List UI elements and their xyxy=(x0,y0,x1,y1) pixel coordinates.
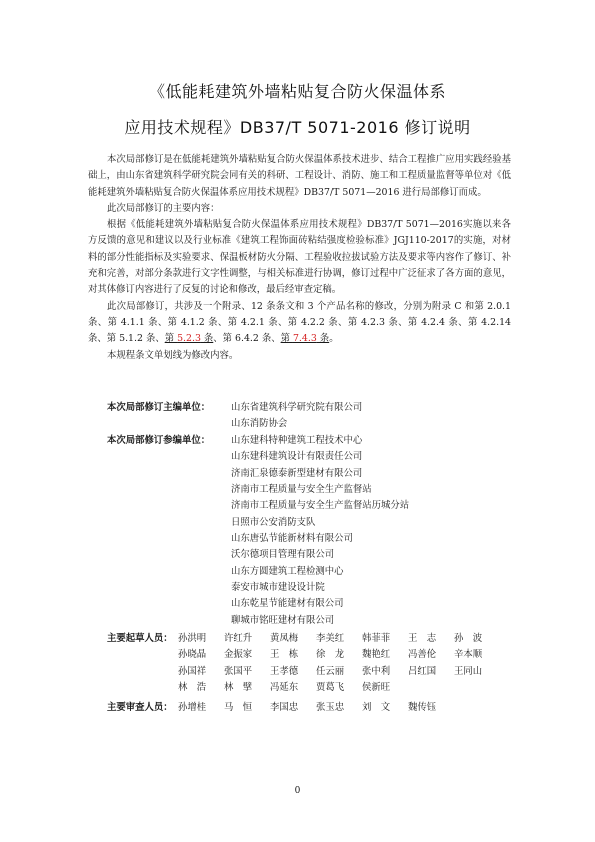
drafter-name: 金振家 xyxy=(224,649,253,660)
clause-suffix-2: 条 xyxy=(316,333,330,345)
reviewers-row xyxy=(178,700,436,716)
drafter-name: 冯延东 xyxy=(270,682,299,693)
drafter-name: 孙国祥 xyxy=(178,666,207,677)
underline-note: 本规程条文单划线为修改内容。 xyxy=(107,349,239,361)
participant-org: 山东方圆建筑工程检测中心 xyxy=(231,566,344,577)
drafter-name: 侯新旺 xyxy=(362,682,391,693)
drafter-name: 张国平 xyxy=(224,666,253,677)
chief-editor-label: 本次局部修订主编单位： xyxy=(107,402,211,413)
scope-text-a: 此次局部修订，共涉及一个附录、12 条条文和 3 个产品名称的修改，分别为附录 C 和第 2.0.1 条、第 4.1.1 条、第 4.1.2 条、第 4.2.1 条、第 4.2.2 条、第 4.2.3 条、第 4.2.4 条、第 4.2.14 条、第 5.1.2 条、 xyxy=(88,300,511,345)
drafters-row xyxy=(178,664,482,680)
page-number: 0 xyxy=(294,786,301,796)
drafter-name: 黄凤梅 xyxy=(270,633,299,644)
participant-org: 泰安市城市建设设计院 xyxy=(231,582,325,593)
drafter-name: 许红升 xyxy=(224,633,253,644)
participant-org: 日照市公安消防支队 xyxy=(231,517,316,528)
drafter-name: 王 志 xyxy=(408,633,437,644)
participants-label: 本次局部修订参编单位： xyxy=(107,435,211,446)
drafters-row xyxy=(178,680,390,696)
drafter-name: 孙 波 xyxy=(454,633,483,644)
main-content-heading: 此次局部修订的主要内容： xyxy=(107,202,220,214)
drafters-row xyxy=(178,647,482,663)
reviewer-name: 李国忠 xyxy=(270,702,299,713)
participant-org: 济南汇泉德泰新型建材有限公司 xyxy=(231,468,363,479)
drafter-name: 王 栋 xyxy=(270,649,299,660)
drafter-name: 徐 龙 xyxy=(316,649,345,660)
participant-org: 山东建科建筑设计有限责任公司 xyxy=(231,451,363,462)
drafter-name: 林 浩 xyxy=(178,682,207,693)
drafter-name: 任云丽 xyxy=(316,666,345,677)
drafter-name: 孙洪明 xyxy=(178,633,207,644)
scope-text-b: 、第 6.4.2 条、 xyxy=(213,333,281,345)
clause-5-2-3-link xyxy=(165,333,214,344)
drafter-name: 张中利 xyxy=(362,666,391,677)
drafter-name: 李美红 xyxy=(316,633,345,644)
clause-prefix-1: 第 xyxy=(164,333,178,345)
clause-prefix-2: 第 xyxy=(280,333,293,345)
reviewer-name: 马 恒 xyxy=(224,702,253,713)
drafters-row xyxy=(178,631,482,647)
chief-editor-org: 山东消防协会 xyxy=(231,418,288,429)
drafter-name: 林 擘 xyxy=(224,682,253,693)
drafter-name: 辛本顺 xyxy=(454,649,483,660)
revision-basis-paragraph: 根据《低能耗建筑外墙粘贴复合防火保温体系应用技术规程》DB37/T 5071—2016实施以来各方反馈的意见和建议以及行业标准《建筑工程饰面砖粘结强度检验标准》JGJ110-2017的实施，对材料的部分性能指标及实验要求、保温板材防火分隔、工程验收拉拔试验方法及要求等内容作了修订、补充和完善，对部分条款进行文字性调整，与相关标准进行协调，修订过程中广泛征求了各方面的意见，对其体修订内容进行了反复的讨论和修改，最后经审查定稿。 xyxy=(88,219,511,296)
reviewer-name: 魏传钰 xyxy=(408,702,437,713)
clause-7-4-3-number: 7.4.3 xyxy=(292,333,317,345)
drafter-name: 魏艳红 xyxy=(362,649,391,660)
participant-org: 山东唐弘节能新材料有限公司 xyxy=(231,533,353,544)
participant-org: 聊城市铭旺建材有限公司 xyxy=(231,615,335,626)
participant-org: 济南市工程质量与安全生产监督站 xyxy=(231,484,372,495)
reviewer-name: 刘 文 xyxy=(362,702,391,713)
drafter-name: 贾葛飞 xyxy=(316,682,345,693)
drafter-name: 韩菲菲 xyxy=(362,633,391,644)
revision-scope-paragraph xyxy=(88,299,511,348)
participant-org: 山东乾星节能建材有限公司 xyxy=(231,598,344,609)
drafter-name: 王孝德 xyxy=(270,666,299,677)
drafter-name: 王同山 xyxy=(454,666,483,677)
chief-editor-org: 山东省建筑科学研究院有限公司 xyxy=(231,402,363,413)
drafters-label: 主要起草人员： xyxy=(107,633,173,644)
document-title-line-1: 《低能耗建筑外墙粘贴复合防火保温体系 xyxy=(148,82,446,101)
clause-suffix-1: 条 xyxy=(200,333,214,345)
reviewer-name: 张玉忠 xyxy=(316,702,345,713)
clause-5-2-3-number: 5.2.3 xyxy=(177,333,201,345)
drafter-name: 吕红国 xyxy=(408,666,437,677)
intro-paragraph: 本次局部修订是在低能耗建筑外墙粘贴复合防火保温体系技术进步、结合工程推广应用实践经验基础上，由山东省建筑科学研究院会同有关的科研、工程设计、消防、施工和工程质量监督等单位对《低能耗建筑外墙粘贴复合防火保温体系应用技术规程》DB37/T 5071—2016 进行局部修订而成。 xyxy=(88,154,511,198)
document-title-line-2: 应用技术规程》DB37/T 5071-2016 修订说明 xyxy=(124,118,471,137)
drafter-name: 孙晓晶 xyxy=(178,649,207,660)
reviewers-label: 主要审查人员： xyxy=(107,702,173,713)
participant-org: 沃尔德项目管理有限公司 xyxy=(231,549,335,560)
participant-org: 山东建科特种建筑工程技术中心 xyxy=(231,435,363,446)
scope-text-c: 。 xyxy=(329,333,339,345)
drafter-name: 冯善伦 xyxy=(408,649,437,660)
reviewer-name: 孙增桂 xyxy=(178,702,207,713)
clause-7-4-3-link xyxy=(281,333,330,344)
intro-body xyxy=(88,152,511,364)
participant-org: 济南市工程质量与安全生产监督站历城分站 xyxy=(231,500,410,511)
